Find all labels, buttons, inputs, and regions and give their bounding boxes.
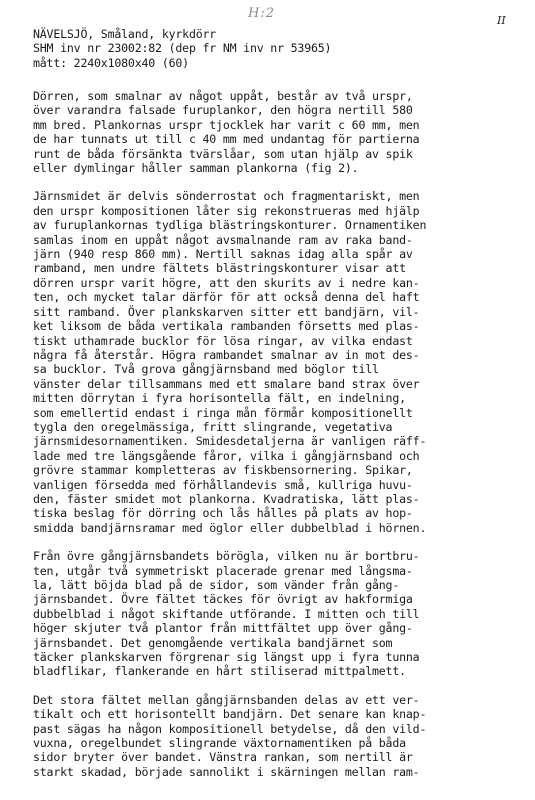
text-line: mm bred. Plankornas urspr tjocklek har varit c 60 mm, men [33,117,420,132]
header-block [33,27,331,70]
text-line: några få återstår. Högra rambandet smalnar av in mot des- [33,347,420,362]
text-line: vänster delar tillsammans med ett smalare band strax över [33,376,420,391]
paragraph [33,89,523,175]
header-line: mått: 2240x1080x40 (60) [33,55,189,70]
text-line: ten, och mycket talar därför för att också denna del haft [33,290,420,305]
text-line: vanligen försedda med förhållandevis små, kullriga huvu- [33,477,413,492]
text-line: Dörren, som smalnar av något uppåt, består av två urspr, [33,89,413,103]
text-line: grövre stammar kompletteras av fiskbensornering. Spikar, [33,463,413,478]
text-line: starkt skadad, började sannolikt i skärningen mellan ram- [33,764,420,779]
text-line: Järnsmidet är delvis sönderrostat och fragmentariskt, men [33,189,420,204]
paragraph [33,693,523,779]
text-line: täcker plankskarven förgrenar sig längst upp i fyra tunna [33,650,420,665]
text-line: tiska beslag för dörring och lås hålles på plats av hop- [33,506,413,521]
text-line: ramband, men undre fältets blästringskonturer visar att [33,261,406,276]
document-body [33,89,523,793]
text-line: mitten dörrytan i fyra horisontella fält, en indelning, [33,391,406,406]
paragraph [33,549,523,679]
handwritten-note: H:2 [248,6,275,21]
text-line: den, fäster smidet mot plankorna. Kvadratiska, lätt plas- [33,491,420,506]
text-line: past sägas ha någon kompositionell betydelse, då den vild- [33,721,427,736]
text-line: vuxna, oregelbundet slingrande växtornamentiken på båda [33,736,406,751]
text-line: la, lätt böjda blad på de sidor, som vänder från gång- [33,578,400,592]
text-line: Det stora fältet mellan gångjärnsbanden delas av ett ver- [33,692,420,707]
text-line: över varandra falsade furuplankor, den högra nertill 580 [33,103,413,118]
text-line: järnsmidesornamentiken. Smidesdetaljerna är vanligen räff- [33,434,427,449]
header-line: NÄVELSJÖ, Småland, kyrkdörr [33,27,217,41]
text-line: ket liksom de båda vertikala rambanden försetts med plas- [33,319,420,334]
text-line: lade med tre längsgående fåror, vilka i gångjärnsband och [33,448,420,463]
text-line: tiskt uthamrade bucklor för lösa ringar, av vilka endast [33,333,413,348]
text-line: ten, utgår två symmetriskt placerade grenar med långsma- [33,563,413,578]
text-line: samlas inom en uppåt något avsmalnande ram av raka band- [33,232,413,247]
text-line: tygla den oregelmässiga, fritt slingrande, vegetativa [33,419,393,434]
text-line: som emellertid endast i ringa mån förmår kompositionellt [33,405,413,420]
text-line: sidor bryter över bandet. Vänstra rankan, som nertill är [33,750,413,765]
text-line: Från övre gångjärnsbandets börögla, vilken nu är bortbru- [33,549,420,564]
text-line: runt de båda försänkta tvärslåar, som utan hjälp av spik [33,146,413,161]
text-line: smidda bandjärnsramar med öglor eller dubbelblad i hörnen. [33,520,427,535]
page-number: II [497,14,506,27]
text-line: av furuplankornas tydliga blästringskonturer. Ornamentiken [33,218,427,233]
text-line: järnsbandet. Övre fältet täckes för övrigt av hakformiga [33,592,413,607]
text-line: höger skjuter två plantor från mittfältet upp över gång- [33,621,413,636]
text-line: sitt ramband. Över plankskarven sitter ett bandjärn, vil- [33,304,420,319]
text-line: järnsbandet. Det genomgående vertikala bandjärnet som [33,635,393,650]
text-line: dörren urspr varit högre, att den skurits av i nedre kan- [33,275,420,290]
text-line: tikalt och ett horisontellt bandjärn. Det senare kan knap- [33,707,427,722]
text-line: dubbelblad i något skiftande utförande. I mitten och till [33,606,420,621]
text-line: eller dymlingar håller samman plankorna (fig 2). [33,161,359,176]
text-line: järn (940 resp 860 mm). Nertill saknas idag alla spår av [33,247,413,262]
text-line: bladflikar, flankerande en hårt stiliserad mittpalmett. [33,664,406,679]
text-line: sa bucklor. Två grova gångjärnsband med böglor till [33,362,379,377]
paragraph [33,189,523,535]
header-line: SHM inv nr 23002:82 (dep fr NM inv nr 53965) [33,41,332,56]
text-line: den urspr kompositionen låter sig rekonstrueras med hjälp [33,203,420,218]
text-line: de har tunnats ut till c 40 mm med undantag för partierna [33,132,420,147]
